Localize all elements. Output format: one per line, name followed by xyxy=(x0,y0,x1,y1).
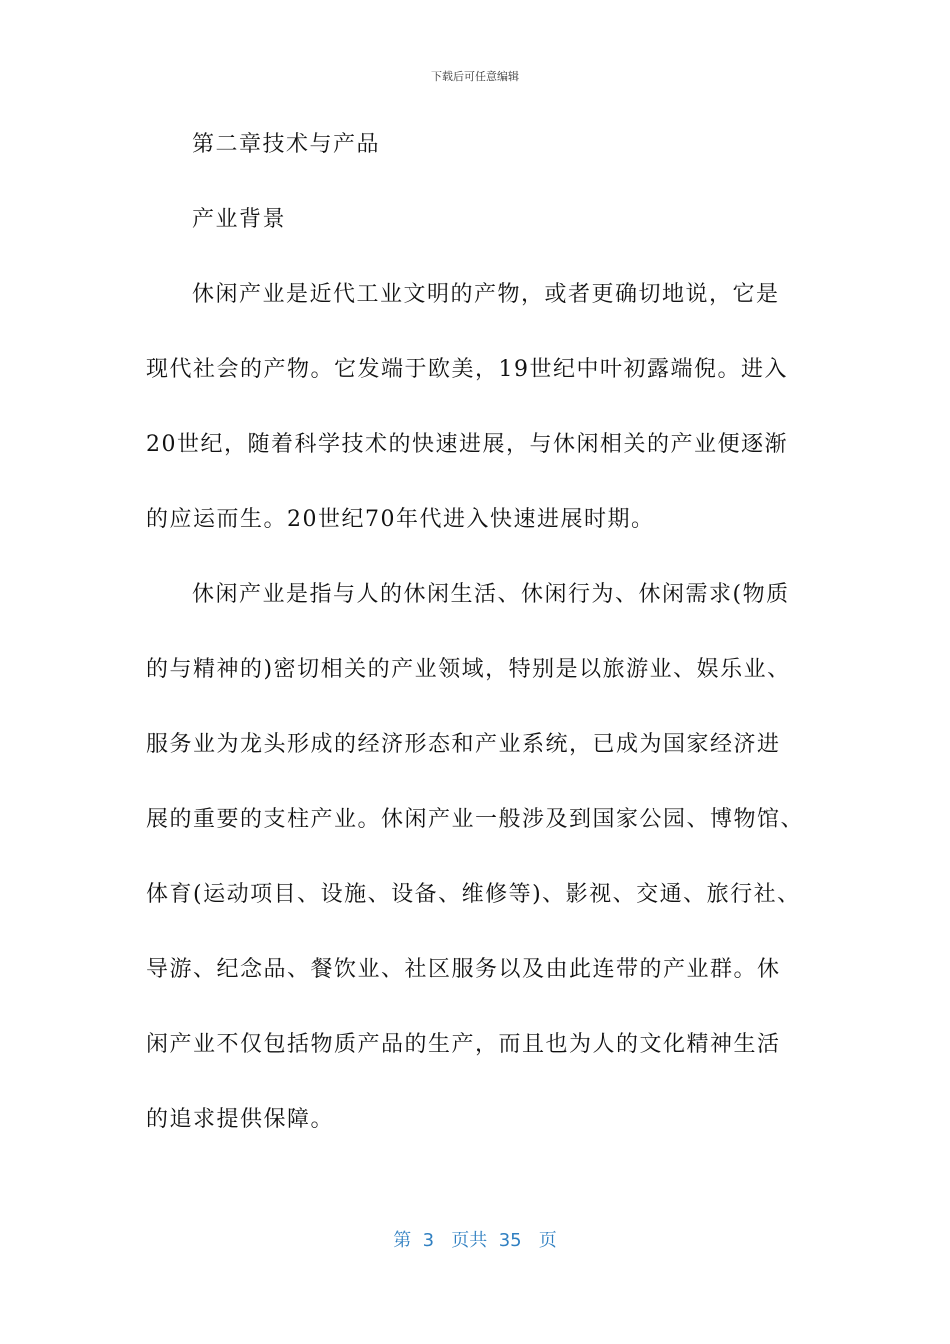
paragraph-line: 闲产业不仅包括物质产品的生产，而且也为人的文化精神生活 xyxy=(146,1032,781,1057)
paragraph-line: 体育(运动项目、设施、设备、维修等)、影视、交通、旅行社、 xyxy=(146,882,801,907)
paragraph-line: 的与精神的)密切相关的产业领域，特别是以旅游业、娱乐业、 xyxy=(146,657,791,682)
chapter-title: 第二章技术与产品 xyxy=(192,132,381,157)
paragraph-line: 休闲产业是近代工业文明的产物，或者更确切地说，它是 xyxy=(192,282,780,307)
paragraph-line: 的应运而生。20世纪70年代进入快速进展时期。 xyxy=(146,507,655,532)
paragraph-line: 现代社会的产物。它发端于欧美，19世纪中叶初露端倪。进入 xyxy=(146,357,788,382)
page-number-footer: 第 3 页共 35 页 xyxy=(393,1230,557,1251)
section-title: 产业背景 xyxy=(192,207,287,232)
paragraph-line: 20世纪，随着科学技术的快速进展，与休闲相关的产业便逐渐 xyxy=(146,432,788,457)
paragraph-line: 的追求提供保障。 xyxy=(146,1107,335,1132)
paragraph-line: 服务业为龙头形成的经济形态和产业系统，已成为国家经济进 xyxy=(146,732,781,757)
page-header-note: 下载后可任意编辑 xyxy=(431,70,519,83)
paragraph-line: 休闲产业是指与人的休闲生活、休闲行为、休闲需求(物质 xyxy=(192,582,790,607)
paragraph-line: 展的重要的支柱产业。休闲产业一般涉及到国家公园、博物馆、 xyxy=(146,807,805,832)
paragraph-line: 导游、纪念品、餐饮业、社区服务以及由此连带的产业群。休 xyxy=(146,957,781,982)
